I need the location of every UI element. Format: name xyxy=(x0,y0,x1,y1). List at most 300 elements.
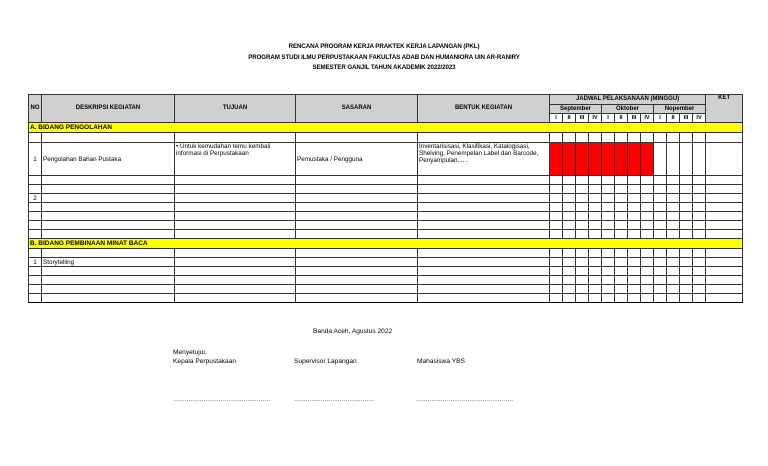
cell-deskripsi xyxy=(42,203,175,212)
cell-ket xyxy=(706,143,743,176)
cell-tujuan xyxy=(175,267,296,276)
table-row xyxy=(29,267,743,276)
cell-ket xyxy=(706,221,743,230)
schedule-cell xyxy=(602,230,615,239)
cell-deskripsi: Storytelling xyxy=(42,258,175,267)
schedule-cell xyxy=(615,185,628,194)
schedule-cell xyxy=(641,221,654,230)
schedule-cell xyxy=(641,230,654,239)
schedule-cell xyxy=(654,221,667,230)
schedule-cell xyxy=(550,185,563,194)
report-title: RENCANA PROGRAM KERJA PRAKTEK KERJA LAPANGAN (PKL) xyxy=(288,43,480,50)
schedule-cell xyxy=(628,176,641,185)
schedule-cell xyxy=(667,203,680,212)
schedule-cell xyxy=(576,212,589,221)
schedule-cell xyxy=(615,267,628,276)
cell-deskripsi xyxy=(42,185,175,194)
schedule-cell xyxy=(563,212,576,221)
schedule-cell xyxy=(641,294,654,303)
schedule-cell xyxy=(654,203,667,212)
schedule-cell xyxy=(667,258,680,267)
schedule-cell xyxy=(602,294,615,303)
schedule-cell xyxy=(693,203,706,212)
place-date: Banda Aceh, Agustus 2022 xyxy=(313,328,393,335)
schedule-cell xyxy=(654,185,667,194)
table-row xyxy=(29,212,743,221)
schedule-cell xyxy=(641,194,654,203)
schedule-cell xyxy=(576,230,589,239)
schedule-cell xyxy=(550,176,563,185)
header-no: NO xyxy=(29,95,42,123)
schedule-cell xyxy=(667,194,680,203)
cell-bentuk xyxy=(418,176,550,185)
cell-tujuan xyxy=(175,221,296,230)
schedule-cell xyxy=(654,276,667,285)
cell-sasaran xyxy=(296,221,418,230)
schedule-cell xyxy=(680,230,693,239)
row-number: 1 xyxy=(29,258,42,267)
schedule-cell xyxy=(576,267,589,276)
schedule-cell xyxy=(641,267,654,276)
schedule-cell xyxy=(641,285,654,294)
schedule-cell-active xyxy=(589,143,602,176)
signature-line-supervisor: …………………………………… xyxy=(294,397,374,403)
schedule-cell xyxy=(693,221,706,230)
cell-ket xyxy=(706,276,743,285)
schedule-cell xyxy=(667,267,680,276)
header-week: III xyxy=(628,114,641,123)
table-row xyxy=(29,258,743,267)
header-week: III xyxy=(576,114,589,123)
schedule-cell xyxy=(576,176,589,185)
schedule-cell xyxy=(693,212,706,221)
report-subtitle: PROGRAM STUDI ILMU PERPUSTAKAAN FAKULTAS ADAB DAN HUMANIORA UIN AR-RANIRY xyxy=(248,54,520,61)
table-row xyxy=(29,185,743,194)
schedule-cell xyxy=(680,176,693,185)
schedule-cell xyxy=(628,276,641,285)
cell-bentuk xyxy=(418,212,550,221)
schedule-cell xyxy=(615,294,628,303)
cell-ket xyxy=(706,249,743,258)
schedule-cell-active xyxy=(602,143,615,176)
cell-tujuan xyxy=(175,212,296,221)
schedule-cell xyxy=(563,249,576,258)
cell-sasaran xyxy=(296,249,418,258)
header-week: IV xyxy=(589,114,602,123)
schedule-cell xyxy=(654,212,667,221)
row-number xyxy=(29,203,42,212)
header-week: III xyxy=(680,114,693,123)
row-number xyxy=(29,221,42,230)
menyetujui-label: Menyetujui, xyxy=(173,349,207,356)
schedule-cell xyxy=(667,276,680,285)
schedule-cell xyxy=(563,194,576,203)
header-bentuk: BENTUK KEGIATAN xyxy=(418,95,550,123)
schedule-cell xyxy=(667,185,680,194)
schedule-cell xyxy=(667,143,680,176)
schedule-cell xyxy=(563,276,576,285)
cell-deskripsi xyxy=(42,276,175,285)
schedule-cell xyxy=(615,221,628,230)
schedule-cell xyxy=(693,230,706,239)
cell-bentuk xyxy=(418,285,550,294)
header-week: II xyxy=(667,114,680,123)
table-cell xyxy=(418,133,550,143)
schedule-cell xyxy=(602,285,615,294)
table-row xyxy=(29,203,743,212)
schedule-cell xyxy=(693,276,706,285)
schedule-cell xyxy=(654,294,667,303)
cell-sasaran xyxy=(296,194,418,203)
schedule-cell xyxy=(602,267,615,276)
schedule-cell xyxy=(589,230,602,239)
schedule-cell xyxy=(615,285,628,294)
cell-tujuan xyxy=(175,176,296,185)
header-month: Nopember xyxy=(654,105,706,114)
row-number xyxy=(29,294,42,303)
header-week: I xyxy=(654,114,667,123)
schedule-cell xyxy=(628,185,641,194)
cell-bentuk xyxy=(418,194,550,203)
schedule-cell xyxy=(680,294,693,303)
header-tujuan: TUJUAN xyxy=(175,95,296,123)
cell-bentuk xyxy=(418,185,550,194)
schedule-cell xyxy=(563,230,576,239)
cell-sasaran xyxy=(296,294,418,303)
table-cell xyxy=(641,133,654,143)
table-row xyxy=(29,176,743,185)
cell-tujuan xyxy=(175,285,296,294)
row-number xyxy=(29,185,42,194)
table-row xyxy=(29,221,743,230)
cell-ket xyxy=(706,194,743,203)
schedule-cell xyxy=(550,230,563,239)
table-cell xyxy=(576,133,589,143)
schedule-cell-active xyxy=(563,143,576,176)
cell-tujuan xyxy=(175,249,296,258)
cell-sasaran xyxy=(296,258,418,267)
schedule-cell xyxy=(693,249,706,258)
schedule-cell xyxy=(680,143,693,176)
cell-sasaran xyxy=(296,267,418,276)
schedule-cell xyxy=(615,258,628,267)
table-row xyxy=(29,285,743,294)
supervisor-label: Supervisor Lapangan xyxy=(294,358,357,365)
cell-bentuk xyxy=(418,203,550,212)
cell-ket xyxy=(706,176,743,185)
mahasiswa-label: Mahasiswa YBS xyxy=(417,358,465,365)
schedule-cell xyxy=(563,258,576,267)
header-month: Oktober xyxy=(602,105,654,114)
row-number xyxy=(29,267,42,276)
schedule-cell xyxy=(628,230,641,239)
cell-tujuan xyxy=(175,203,296,212)
schedule-cell xyxy=(693,258,706,267)
header-ket: KET xyxy=(706,95,743,123)
schedule-cell xyxy=(615,194,628,203)
table-row xyxy=(29,230,743,239)
row-number: 2 xyxy=(29,194,42,203)
schedule-cell-active xyxy=(615,143,628,176)
schedule-cell xyxy=(589,185,602,194)
schedule-cell xyxy=(680,221,693,230)
cell-tujuan xyxy=(175,294,296,303)
cell-tujuan xyxy=(175,258,296,267)
schedule-cell xyxy=(550,194,563,203)
cell-sasaran xyxy=(296,230,418,239)
schedule-cell xyxy=(654,267,667,276)
schedule-cell xyxy=(602,203,615,212)
schedule-cell xyxy=(628,285,641,294)
cell-bentuk: Inventarisisasi, Klasifikasi, Katalogisasi, Shelving, Penempelan Label dan Barcode, Penyampulan...... xyxy=(418,143,550,176)
cell-bentuk xyxy=(418,230,550,239)
schedule-cell xyxy=(628,212,641,221)
cell-ket xyxy=(706,203,743,212)
schedule-cell xyxy=(602,249,615,258)
section-title: A. BIDANG PENGOLAHAN xyxy=(29,123,743,133)
schedule-cell-active xyxy=(576,143,589,176)
schedule-cell xyxy=(628,221,641,230)
header-jadwal: JADWAL PELAKSANAAN (MINGGU) xyxy=(550,95,706,105)
schedule-cell xyxy=(589,194,602,203)
cell-ket xyxy=(706,267,743,276)
cell-tujuan xyxy=(175,276,296,285)
schedule-cell xyxy=(589,176,602,185)
header-sasaran: SASARAN xyxy=(296,95,418,123)
cell-tujuan: • Untuk kemudahan temu kembali informasi di Perpustakaan xyxy=(175,143,296,176)
schedule-cell xyxy=(589,276,602,285)
schedule-cell xyxy=(615,276,628,285)
cell-sasaran xyxy=(296,276,418,285)
kepala-perpustakaan-label: Kepala Perpustakaan xyxy=(173,358,237,365)
schedule-cell xyxy=(654,249,667,258)
schedule-cell xyxy=(550,267,563,276)
schedule-cell xyxy=(589,285,602,294)
row-number xyxy=(29,276,42,285)
schedule-cell xyxy=(641,212,654,221)
report-semester: SEMESTER GANJIL TAHUN AKADEMIK 2022/2023 xyxy=(312,64,456,71)
schedule-cell xyxy=(680,185,693,194)
cell-deskripsi xyxy=(42,176,175,185)
cell-deskripsi xyxy=(42,294,175,303)
schedule-cell xyxy=(550,203,563,212)
table-cell xyxy=(589,133,602,143)
table-row xyxy=(29,276,743,285)
schedule-cell xyxy=(576,258,589,267)
cell-sasaran xyxy=(296,203,418,212)
header-month: September xyxy=(550,105,602,114)
cell-bentuk xyxy=(418,267,550,276)
schedule-cell xyxy=(563,185,576,194)
work-plan-table xyxy=(28,94,743,303)
schedule-cell xyxy=(576,294,589,303)
schedule-cell xyxy=(550,294,563,303)
schedule-cell xyxy=(680,267,693,276)
schedule-cell xyxy=(654,230,667,239)
row-number xyxy=(29,212,42,221)
cell-deskripsi xyxy=(42,221,175,230)
cell-deskripsi xyxy=(42,212,175,221)
schedule-cell xyxy=(602,221,615,230)
schedule-cell xyxy=(641,185,654,194)
table-cell xyxy=(550,133,563,143)
cell-ket xyxy=(706,230,743,239)
cell-deskripsi xyxy=(42,230,175,239)
row-number xyxy=(29,230,42,239)
schedule-cell xyxy=(589,221,602,230)
schedule-cell xyxy=(680,258,693,267)
schedule-cell xyxy=(589,249,602,258)
schedule-cell xyxy=(589,212,602,221)
table-cell xyxy=(693,133,706,143)
schedule-cell xyxy=(602,212,615,221)
schedule-cell xyxy=(641,176,654,185)
schedule-cell xyxy=(680,249,693,258)
schedule-cell xyxy=(615,176,628,185)
schedule-cell xyxy=(615,212,628,221)
schedule-cell xyxy=(693,194,706,203)
schedule-cell xyxy=(563,294,576,303)
schedule-cell-active xyxy=(641,143,654,176)
schedule-cell xyxy=(563,176,576,185)
schedule-cell xyxy=(667,285,680,294)
cell-sasaran xyxy=(296,285,418,294)
schedule-cell xyxy=(576,285,589,294)
schedule-cell xyxy=(550,276,563,285)
schedule-cell xyxy=(589,258,602,267)
schedule-cell xyxy=(680,285,693,294)
schedule-cell xyxy=(615,249,628,258)
schedule-cell xyxy=(654,285,667,294)
table-cell xyxy=(42,133,175,143)
schedule-cell xyxy=(628,249,641,258)
section-title: B. BIDANG PEMBINAAN MINAT BACA xyxy=(29,239,743,249)
table-cell xyxy=(615,133,628,143)
schedule-cell xyxy=(576,221,589,230)
header-week: IV xyxy=(641,114,654,123)
schedule-cell xyxy=(654,258,667,267)
cell-sasaran: Pemustaka / Pengguna xyxy=(296,143,418,176)
schedule-cell xyxy=(641,203,654,212)
schedule-cell xyxy=(654,176,667,185)
cell-bentuk xyxy=(418,249,550,258)
schedule-cell xyxy=(602,276,615,285)
schedule-cell xyxy=(589,203,602,212)
schedule-cell xyxy=(628,203,641,212)
schedule-cell xyxy=(654,194,667,203)
table-cell xyxy=(29,133,42,143)
table-row xyxy=(29,194,743,203)
cell-tujuan xyxy=(175,230,296,239)
row-number xyxy=(29,176,42,185)
schedule-cell xyxy=(693,176,706,185)
cell-bentuk xyxy=(418,276,550,285)
schedule-cell xyxy=(693,294,706,303)
schedule-cell xyxy=(667,221,680,230)
table-cell xyxy=(680,133,693,143)
schedule-cell xyxy=(576,276,589,285)
schedule-cell xyxy=(667,176,680,185)
schedule-cell xyxy=(563,221,576,230)
schedule-cell xyxy=(628,267,641,276)
schedule-cell xyxy=(680,203,693,212)
cell-deskripsi xyxy=(42,267,175,276)
cell-ket xyxy=(706,294,743,303)
schedule-cell xyxy=(550,285,563,294)
signature-line-mahasiswa: …………………………………………… xyxy=(416,397,513,403)
schedule-cell xyxy=(641,276,654,285)
schedule-cell xyxy=(693,267,706,276)
table-row xyxy=(29,294,743,303)
cell-ket xyxy=(706,285,743,294)
signature-line-kepala: …………………………………………… xyxy=(173,397,270,403)
table-cell xyxy=(706,133,743,143)
row-number xyxy=(29,285,42,294)
schedule-cell xyxy=(576,203,589,212)
schedule-cell xyxy=(693,285,706,294)
schedule-cell xyxy=(628,258,641,267)
table-cell xyxy=(628,133,641,143)
schedule-cell xyxy=(615,230,628,239)
schedule-cell xyxy=(550,249,563,258)
schedule-cell xyxy=(641,249,654,258)
schedule-cell xyxy=(576,249,589,258)
schedule-cell xyxy=(563,203,576,212)
schedule-cell xyxy=(602,194,615,203)
header-deskripsi: DESKRIPSI KEGIATAN xyxy=(42,95,175,123)
header-week: IV xyxy=(693,114,706,123)
schedule-cell xyxy=(602,185,615,194)
cell-bentuk xyxy=(418,294,550,303)
table-row xyxy=(29,143,743,176)
table-cell xyxy=(296,133,418,143)
cell-sasaran xyxy=(296,176,418,185)
schedule-cell xyxy=(550,212,563,221)
cell-tujuan xyxy=(175,194,296,203)
cell-deskripsi xyxy=(42,249,175,258)
schedule-cell xyxy=(680,194,693,203)
header-week: II xyxy=(615,114,628,123)
schedule-cell xyxy=(628,194,641,203)
table-cell xyxy=(654,133,667,143)
table-cell xyxy=(563,133,576,143)
cell-ket xyxy=(706,258,743,267)
schedule-cell xyxy=(667,212,680,221)
schedule-cell xyxy=(641,258,654,267)
schedule-cell xyxy=(667,230,680,239)
schedule-cell xyxy=(680,276,693,285)
header-week: I xyxy=(550,114,563,123)
cell-sasaran xyxy=(296,185,418,194)
schedule-cell xyxy=(693,185,706,194)
cell-ket xyxy=(706,185,743,194)
schedule-cell xyxy=(563,285,576,294)
schedule-cell-active xyxy=(550,143,563,176)
schedule-cell xyxy=(667,249,680,258)
schedule-cell xyxy=(589,294,602,303)
schedule-cell xyxy=(550,221,563,230)
schedule-cell xyxy=(576,194,589,203)
row-number: 1 xyxy=(29,143,42,176)
cell-ket xyxy=(706,212,743,221)
schedule-cell-active xyxy=(628,143,641,176)
schedule-cell xyxy=(667,294,680,303)
schedule-cell xyxy=(693,143,706,176)
schedule-cell xyxy=(563,267,576,276)
header-week: I xyxy=(602,114,615,123)
header-week: II xyxy=(563,114,576,123)
schedule-cell xyxy=(602,176,615,185)
